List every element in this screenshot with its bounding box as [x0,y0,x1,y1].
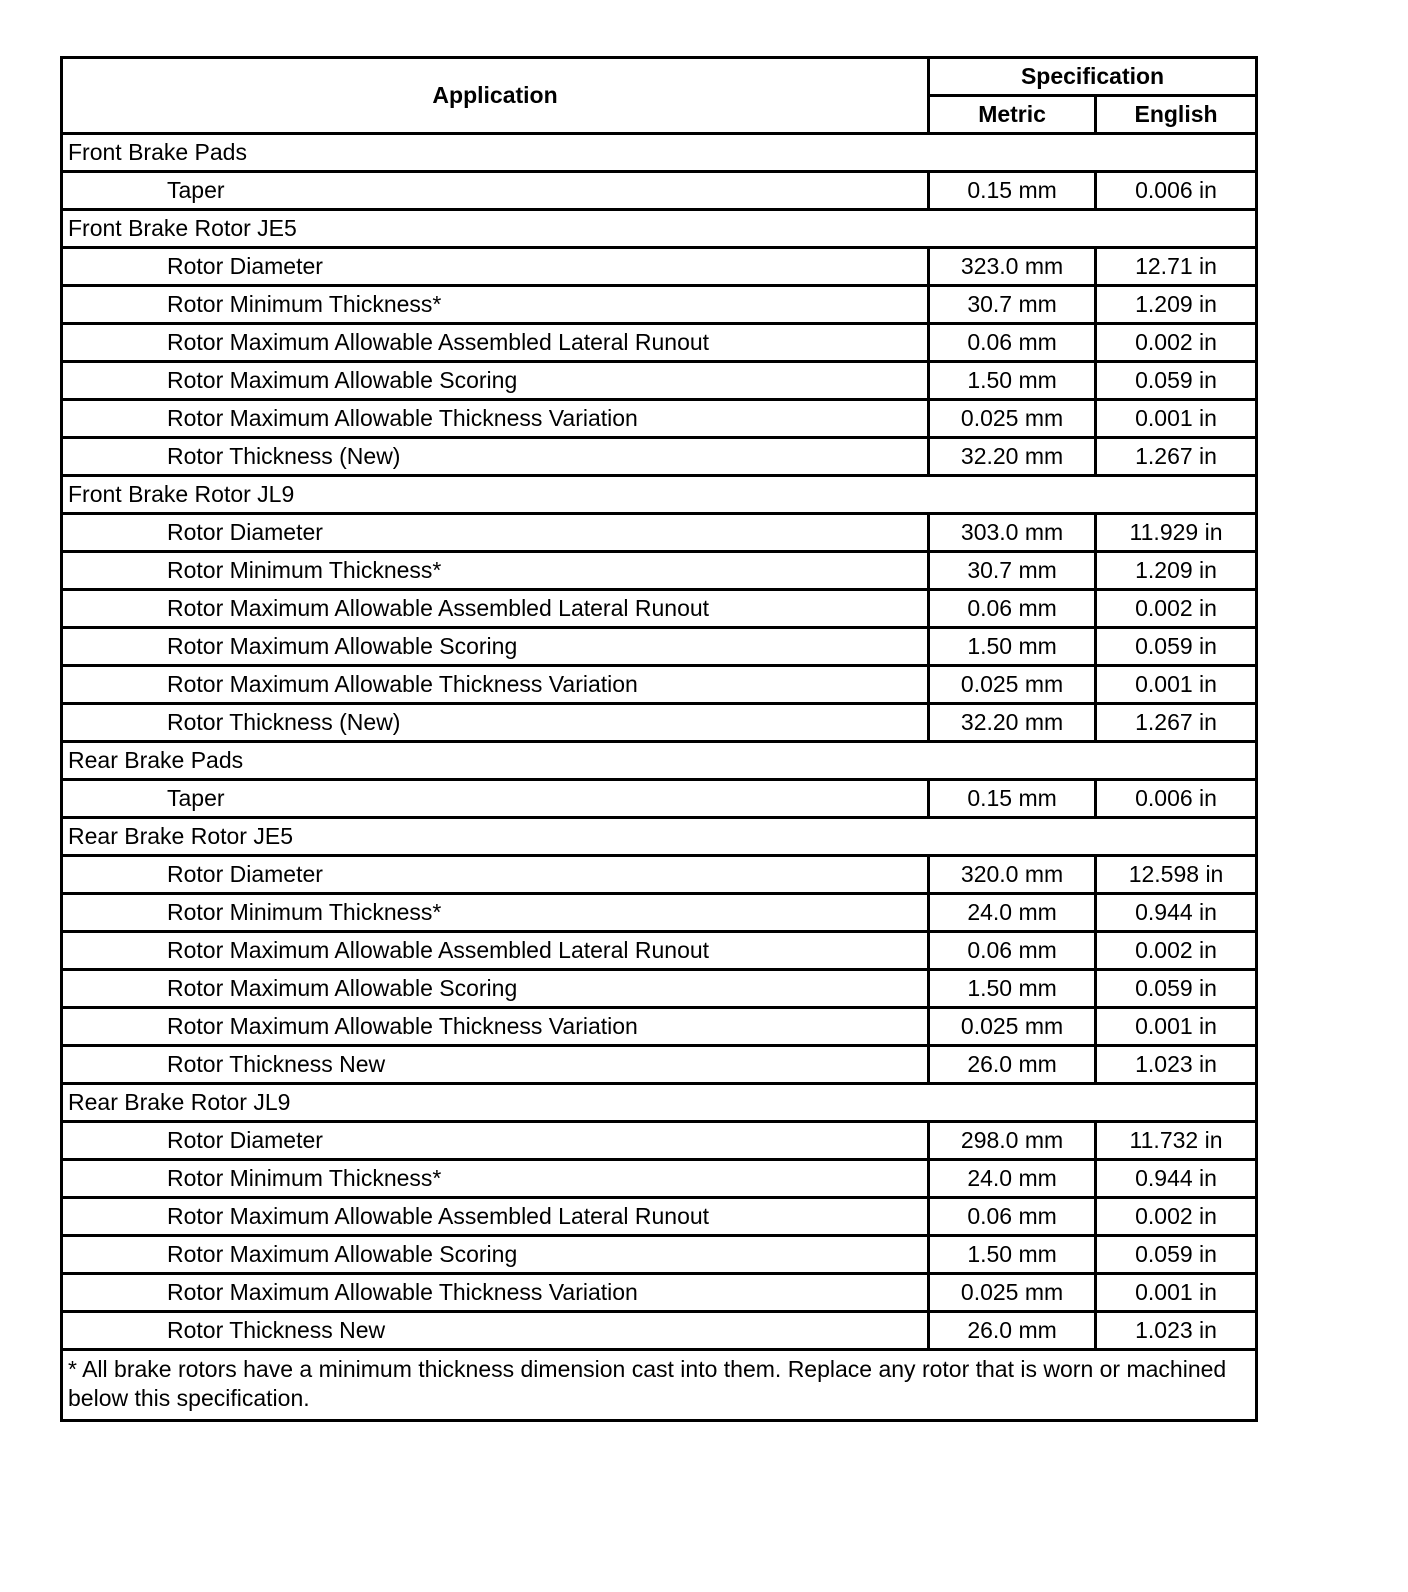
metric-value: 26.0 mm [929,1046,1096,1084]
english-value: 12.598 in [1096,856,1257,894]
metric-value: 24.0 mm [929,894,1096,932]
english-value: 12.71 in [1096,248,1257,286]
metric-value: 0.06 mm [929,324,1096,362]
english-value: 1.023 in [1096,1312,1257,1350]
metric-value: 1.50 mm [929,628,1096,666]
english-value: 0.059 in [1096,970,1257,1008]
spec-label: Rotor Diameter [62,856,929,894]
spec-label: Rotor Thickness New [62,1312,929,1350]
english-value: 0.002 in [1096,1198,1257,1236]
english-value: 11.929 in [1096,514,1257,552]
english-value: 0.944 in [1096,1160,1257,1198]
spec-label: Rotor Minimum Thickness* [62,286,929,324]
english-header: English [1096,96,1257,134]
english-value: 0.006 in [1096,172,1257,210]
specification-header: Specification [929,58,1257,96]
table-row [62,248,1257,286]
table-row [62,324,1257,362]
metric-value: 1.50 mm [929,1236,1096,1274]
metric-value: 0.15 mm [929,780,1096,818]
metric-value: 0.025 mm [929,1274,1096,1312]
table-row [62,628,1257,666]
english-value: 0.002 in [1096,590,1257,628]
metric-value: 26.0 mm [929,1312,1096,1350]
spec-label: Rotor Maximum Allowable Assembled Lateral Runout [62,590,929,628]
spec-label: Rotor Thickness (New) [62,438,929,476]
group-row [62,818,1257,856]
table-row [62,400,1257,438]
english-value: 1.023 in [1096,1046,1257,1084]
english-value: 0.002 in [1096,324,1257,362]
group-title: Rear Brake Rotor JE5 [62,818,1257,856]
spec-label: Rotor Diameter [62,514,929,552]
spec-label: Rotor Maximum Allowable Thickness Variation [62,400,929,438]
metric-value: 0.025 mm [929,666,1096,704]
metric-value: 32.20 mm [929,704,1096,742]
group-title: Rear Brake Rotor JL9 [62,1084,1257,1122]
english-value: 0.001 in [1096,1274,1257,1312]
english-value: 1.267 in [1096,704,1257,742]
group-title: Front Brake Pads [62,134,1257,172]
group-title: Rear Brake Pads [62,742,1257,780]
english-value: 0.002 in [1096,932,1257,970]
table-row [62,970,1257,1008]
table-row [62,590,1257,628]
spec-label: Rotor Maximum Allowable Scoring [62,1236,929,1274]
group-row [62,134,1257,172]
table-row [62,1160,1257,1198]
metric-header: Metric [929,96,1096,134]
spec-label: Rotor Maximum Allowable Scoring [62,628,929,666]
table-row [62,666,1257,704]
group-row [62,476,1257,514]
english-value: 11.732 in [1096,1122,1257,1160]
table-row [62,1312,1257,1350]
spec-label: Rotor Maximum Allowable Thickness Variation [62,1008,929,1046]
spec-label: Rotor Diameter [62,1122,929,1160]
spec-label: Rotor Maximum Allowable Assembled Lateral Runout [62,1198,929,1236]
application-header: Application [62,58,929,134]
group-row [62,210,1257,248]
table-body [62,134,1257,1350]
english-value: 0.944 in [1096,894,1257,932]
english-value: 0.059 in [1096,1236,1257,1274]
english-value: 1.209 in [1096,552,1257,590]
spec-label: Rotor Minimum Thickness* [62,894,929,932]
table-row [62,1274,1257,1312]
table-row [62,1236,1257,1274]
metric-value: 1.50 mm [929,362,1096,400]
group-row [62,742,1257,780]
group-title: Front Brake Rotor JE5 [62,210,1257,248]
spec-label: Taper [62,172,929,210]
metric-value: 0.06 mm [929,1198,1096,1236]
group-title: Front Brake Rotor JL9 [62,476,1257,514]
metric-value: 0.15 mm [929,172,1096,210]
table-row [62,552,1257,590]
metric-value: 323.0 mm [929,248,1096,286]
table-row [62,894,1257,932]
table-row [62,856,1257,894]
english-value: 1.209 in [1096,286,1257,324]
spec-label: Rotor Maximum Allowable Scoring [62,970,929,1008]
english-value: 0.059 in [1096,628,1257,666]
group-row [62,1084,1257,1122]
metric-value: 32.20 mm [929,438,1096,476]
table-row [62,514,1257,552]
english-value: 0.001 in [1096,666,1257,704]
metric-value: 303.0 mm [929,514,1096,552]
metric-value: 1.50 mm [929,970,1096,1008]
table-row [62,1198,1257,1236]
table-row [62,438,1257,476]
table-row [62,172,1257,210]
spec-label: Rotor Thickness (New) [62,704,929,742]
english-value: 0.059 in [1096,362,1257,400]
table-row [62,286,1257,324]
spec-label: Rotor Diameter [62,248,929,286]
metric-value: 0.06 mm [929,932,1096,970]
table-row [62,362,1257,400]
metric-value: 30.7 mm [929,286,1096,324]
brake-specifications-table [60,56,1258,1422]
table-row [62,1008,1257,1046]
english-value: 0.006 in [1096,780,1257,818]
table-row [62,932,1257,970]
metric-value: 320.0 mm [929,856,1096,894]
metric-value: 24.0 mm [929,1160,1096,1198]
footnote: * All brake rotors have a minimum thickness dimension cast into them. Replace any rotor that is worn or machined below this specification. [62,1350,1257,1421]
spec-label: Taper [62,780,929,818]
spec-label: Rotor Maximum Allowable Thickness Variation [62,666,929,704]
spec-label: Rotor Maximum Allowable Assembled Lateral Runout [62,932,929,970]
spec-label: Rotor Maximum Allowable Thickness Variation [62,1274,929,1312]
spec-label: Rotor Minimum Thickness* [62,1160,929,1198]
metric-value: 0.025 mm [929,1008,1096,1046]
metric-value: 30.7 mm [929,552,1096,590]
header-row [62,58,1257,96]
english-value: 0.001 in [1096,400,1257,438]
spec-label: Rotor Thickness New [62,1046,929,1084]
table-row [62,1046,1257,1084]
spec-label: Rotor Maximum Allowable Assembled Lateral Runout [62,324,929,362]
table-row [62,1122,1257,1160]
table-row [62,780,1257,818]
table-row [62,704,1257,742]
english-value: 0.001 in [1096,1008,1257,1046]
footnote-row [62,1350,1257,1421]
spec-label: Rotor Maximum Allowable Scoring [62,362,929,400]
metric-value: 298.0 mm [929,1122,1096,1160]
metric-value: 0.025 mm [929,400,1096,438]
english-value: 1.267 in [1096,438,1257,476]
metric-value: 0.06 mm [929,590,1096,628]
spec-label: Rotor Minimum Thickness* [62,552,929,590]
